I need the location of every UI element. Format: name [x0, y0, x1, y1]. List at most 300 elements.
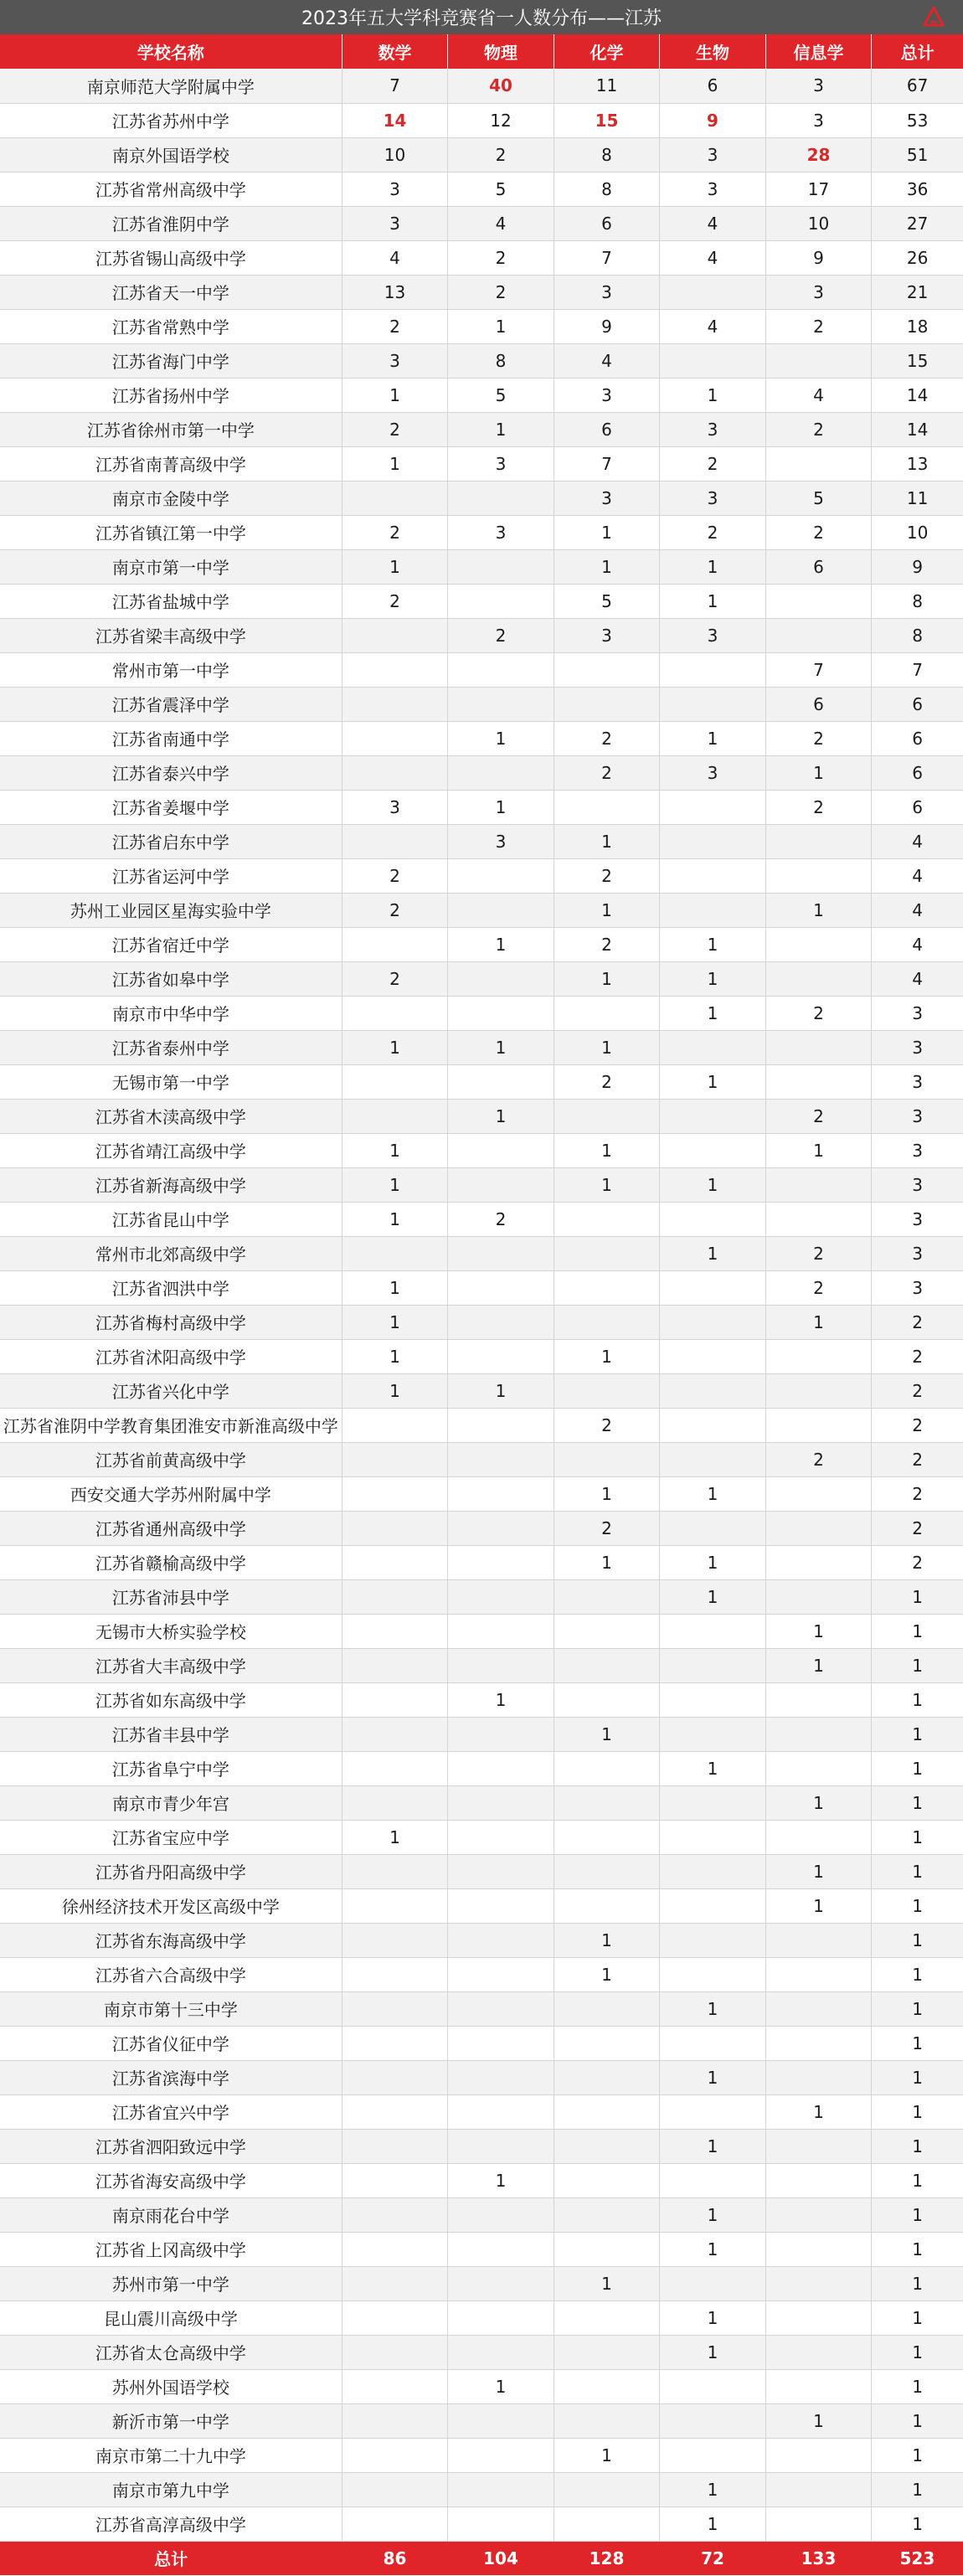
count-cell — [448, 2472, 554, 2506]
count-cell — [342, 824, 448, 858]
table-row — [0, 2197, 963, 2232]
count-cell — [554, 1991, 660, 2026]
table-row — [0, 309, 963, 343]
count-cell: 2 — [660, 515, 766, 549]
count-cell: 3 — [342, 343, 448, 378]
table-row — [0, 2472, 963, 2506]
count-cell: 2 — [554, 927, 660, 961]
table-row — [0, 2300, 963, 2335]
count-cell — [448, 1236, 554, 1270]
school-name-cell: 南京市中华中学 — [0, 996, 342, 1030]
count-cell — [660, 1682, 766, 1717]
count-cell: 7 — [554, 240, 660, 275]
count-cell: 5 — [448, 378, 554, 412]
count-cell: 2 — [872, 1442, 963, 1476]
count-cell: 1 — [342, 1820, 448, 1854]
count-cell: 3 — [448, 824, 554, 858]
school-name-cell: 江苏省锡山高级中学 — [0, 240, 342, 275]
count-cell: 1 — [872, 1648, 963, 1682]
table-row — [0, 2438, 963, 2472]
count-cell: 2 — [342, 893, 448, 927]
school-name-cell: 江苏省南菁高级中学 — [0, 446, 342, 481]
count-cell: 1 — [448, 721, 554, 755]
count-cell: 1 — [660, 584, 766, 618]
count-cell — [554, 2163, 660, 2197]
count-cell — [342, 1751, 448, 1785]
table-row — [0, 1923, 963, 1957]
count-cell — [342, 2197, 448, 2232]
count-cell: 1 — [765, 755, 872, 790]
count-cell — [660, 1373, 766, 1408]
count-cell: 8 — [554, 137, 660, 172]
count-cell: 1 — [342, 1305, 448, 1339]
count-cell: 2 — [765, 1442, 872, 1476]
count-cell: 5 — [554, 584, 660, 618]
count-cell — [448, 2197, 554, 2232]
count-cell: 4 — [872, 893, 963, 927]
table-row — [0, 1442, 963, 1476]
count-cell — [342, 1682, 448, 1717]
count-cell — [765, 2300, 872, 2335]
count-cell — [660, 1717, 766, 1751]
table-row — [0, 1579, 963, 1614]
count-cell — [554, 790, 660, 824]
count-cell: 1 — [660, 961, 766, 996]
count-cell: 4 — [342, 240, 448, 275]
count-cell — [554, 2472, 660, 2506]
count-cell — [660, 2403, 766, 2438]
count-cell — [342, 1614, 448, 1648]
count-cell — [554, 2026, 660, 2060]
count-cell: 6 — [872, 755, 963, 790]
count-cell: 27 — [872, 206, 963, 240]
column-header: 数学 — [342, 34, 448, 69]
count-cell — [448, 1442, 554, 1476]
table-row — [0, 2129, 963, 2163]
count-cell: 2 — [342, 515, 448, 549]
count-cell: 4 — [660, 206, 766, 240]
count-cell — [660, 1614, 766, 1648]
count-cell: 51 — [872, 137, 963, 172]
school-name-cell: 江苏省滨海中学 — [0, 2060, 342, 2094]
count-cell — [448, 961, 554, 996]
count-cell: 3 — [342, 790, 448, 824]
count-cell — [765, 1167, 872, 1202]
count-cell — [342, 1579, 448, 1614]
count-cell: 67 — [872, 69, 963, 103]
count-cell — [554, 1202, 660, 1236]
school-name-cell: 南京市金陵中学 — [0, 481, 342, 515]
table-row — [0, 378, 963, 412]
count-cell: 1 — [872, 1957, 963, 1991]
count-cell: 1 — [872, 1579, 963, 1614]
table-row — [0, 687, 963, 721]
count-cell: 4 — [660, 309, 766, 343]
school-name-cell: 江苏省前黄高级中学 — [0, 1442, 342, 1476]
count-cell: 2 — [342, 412, 448, 446]
count-cell — [660, 1923, 766, 1957]
count-cell: 2 — [872, 1373, 963, 1408]
count-cell — [342, 2403, 448, 2438]
school-name-cell: 江苏省海门中学 — [0, 343, 342, 378]
count-cell — [448, 1854, 554, 1888]
count-cell: 3 — [872, 1270, 963, 1305]
table-row — [0, 584, 963, 618]
count-cell: 1 — [872, 1785, 963, 1820]
school-name-cell: 南京市第九中学 — [0, 2472, 342, 2506]
count-cell — [342, 996, 448, 1030]
table-row — [0, 2335, 963, 2369]
school-name-cell: 苏州外国语学校 — [0, 2369, 342, 2403]
count-cell: 3 — [448, 515, 554, 549]
table-row — [0, 1991, 963, 2026]
count-cell — [342, 1957, 448, 1991]
school-name-cell: 江苏省东海高级中学 — [0, 1923, 342, 1957]
count-cell — [554, 1270, 660, 1305]
table-row — [0, 1167, 963, 1202]
count-cell — [660, 2438, 766, 2472]
count-cell: 1 — [554, 1167, 660, 1202]
count-cell: 1 — [765, 1305, 872, 1339]
table-row — [0, 1339, 963, 1373]
count-cell — [765, 2026, 872, 2060]
count-cell: 1 — [872, 2163, 963, 2197]
count-cell — [765, 1820, 872, 1854]
count-cell: 3 — [765, 275, 872, 309]
count-cell: 3 — [765, 103, 872, 137]
count-cell: 1 — [342, 1202, 448, 1236]
count-cell: 1 — [765, 1133, 872, 1167]
count-cell — [554, 2403, 660, 2438]
count-cell: 1 — [554, 2266, 660, 2300]
count-cell: 2 — [765, 412, 872, 446]
table-row — [0, 2232, 963, 2266]
count-cell — [660, 1511, 766, 1545]
count-cell: 13 — [872, 446, 963, 481]
count-cell — [448, 1785, 554, 1820]
school-name-cell: 南京外国语学校 — [0, 137, 342, 172]
count-cell: 1 — [660, 1751, 766, 1785]
count-cell: 1 — [872, 1751, 963, 1785]
count-cell: 1 — [872, 2472, 963, 2506]
count-cell — [660, 1785, 766, 1820]
count-cell — [342, 652, 448, 687]
total-cell: 133 — [801, 2548, 837, 2568]
count-cell: 1 — [660, 378, 766, 412]
count-cell: 3 — [660, 755, 766, 790]
count-cell — [448, 1648, 554, 1682]
count-cell: 8 — [554, 172, 660, 206]
count-cell: 1 — [872, 2403, 963, 2438]
count-cell: 1 — [872, 2094, 963, 2129]
count-cell — [448, 1064, 554, 1099]
school-name-cell: 江苏省上冈高级中学 — [0, 2232, 342, 2266]
count-cell — [765, 2197, 872, 2232]
count-cell — [342, 1236, 448, 1270]
count-cell: 3 — [660, 618, 766, 652]
count-cell: 7 — [872, 652, 963, 687]
table-row — [0, 1133, 963, 1167]
count-cell — [448, 2094, 554, 2129]
table-row — [0, 858, 963, 893]
count-cell — [342, 1408, 448, 1442]
count-cell: 8 — [448, 343, 554, 378]
school-name-cell: 江苏省大丰高级中学 — [0, 1648, 342, 1682]
table-row — [0, 343, 963, 378]
table-body — [0, 69, 963, 2541]
count-cell: 1 — [342, 1270, 448, 1305]
school-name-cell: 江苏省姜堰中学 — [0, 790, 342, 824]
count-cell: 5 — [765, 481, 872, 515]
table-row — [0, 2369, 963, 2403]
count-cell — [554, 1854, 660, 1888]
count-cell — [448, 1167, 554, 1202]
school-name-cell: 南京市青少年宫 — [0, 1785, 342, 1820]
count-cell — [448, 1408, 554, 1442]
count-cell — [342, 2369, 448, 2403]
school-name-cell: 江苏省泗洪中学 — [0, 1270, 342, 1305]
count-cell — [765, 1030, 872, 1064]
count-cell — [342, 2472, 448, 2506]
school-name-cell: 昆山震川高级中学 — [0, 2300, 342, 2335]
count-cell: 1 — [660, 1236, 766, 1270]
count-cell: 3 — [554, 378, 660, 412]
count-cell — [342, 687, 448, 721]
count-cell — [660, 1854, 766, 1888]
count-cell — [554, 996, 660, 1030]
column-header: 总计 — [900, 43, 935, 63]
count-cell — [765, 961, 872, 996]
count-cell: 2 — [765, 1099, 872, 1133]
school-name-cell: 江苏省如皋中学 — [0, 961, 342, 996]
count-cell — [660, 2369, 766, 2403]
count-cell: 6 — [660, 69, 766, 103]
table-row — [0, 1751, 963, 1785]
table-row — [0, 1682, 963, 1717]
count-cell — [660, 652, 766, 687]
count-cell — [554, 1099, 660, 1133]
count-cell — [660, 1648, 766, 1682]
table-row — [0, 1785, 963, 1820]
count-cell — [342, 1923, 448, 1957]
count-cell — [342, 927, 448, 961]
school-name-cell: 江苏省天一中学 — [0, 275, 342, 309]
count-cell — [765, 2060, 872, 2094]
count-cell — [554, 2300, 660, 2335]
count-cell — [448, 1305, 554, 1339]
count-cell — [660, 1305, 766, 1339]
count-cell — [448, 481, 554, 515]
count-cell: 1 — [342, 1373, 448, 1408]
count-cell: 2 — [765, 515, 872, 549]
table-row — [0, 1854, 963, 1888]
count-cell: 1 — [660, 721, 766, 755]
count-cell: 1 — [765, 2094, 872, 2129]
table-row — [0, 618, 963, 652]
count-cell: 40 — [448, 69, 554, 103]
count-cell — [660, 1820, 766, 1854]
count-cell: 2 — [448, 240, 554, 275]
title-bar — [0, 0, 963, 34]
school-name-cell: 江苏省泗阳致远中学 — [0, 2129, 342, 2163]
table-row — [0, 1236, 963, 1270]
count-cell: 14 — [872, 378, 963, 412]
total-cell: 523 — [899, 2548, 935, 2568]
table-row — [0, 2403, 963, 2438]
count-cell — [660, 1442, 766, 1476]
count-cell — [342, 2060, 448, 2094]
count-cell — [765, 618, 872, 652]
count-cell — [448, 1476, 554, 1511]
column-header: 物理 — [448, 34, 554, 69]
count-cell: 1 — [554, 2438, 660, 2472]
count-cell — [660, 824, 766, 858]
school-name-cell: 江苏省淮阴中学教育集团淮安市新淮高级中学 — [0, 1408, 342, 1442]
count-cell — [342, 481, 448, 515]
count-cell — [448, 2129, 554, 2163]
count-cell: 2 — [448, 275, 554, 309]
count-cell: 1 — [872, 2129, 963, 2163]
count-cell: 1 — [872, 2060, 963, 2094]
count-cell: 6 — [554, 206, 660, 240]
count-cell: 1 — [342, 549, 448, 584]
total-cell: 104 — [483, 2548, 518, 2568]
count-cell — [448, 2060, 554, 2094]
table-row — [0, 206, 963, 240]
table-row — [0, 275, 963, 309]
table-row — [0, 652, 963, 687]
count-cell: 1 — [342, 1133, 448, 1167]
count-cell: 6 — [765, 687, 872, 721]
count-cell: 1 — [660, 996, 766, 1030]
count-cell: 4 — [660, 240, 766, 275]
count-cell: 1 — [554, 1957, 660, 1991]
table-row — [0, 1202, 963, 1236]
count-cell — [342, 1442, 448, 1476]
count-cell: 1 — [872, 2506, 963, 2541]
count-cell — [660, 275, 766, 309]
count-cell — [448, 1339, 554, 1373]
table-row — [0, 2506, 963, 2541]
school-name-cell: 江苏省沭阳高级中学 — [0, 1339, 342, 1373]
count-cell — [448, 1888, 554, 1923]
table-row — [0, 446, 963, 481]
count-cell — [342, 2300, 448, 2335]
count-cell — [554, 1579, 660, 1614]
school-name-cell: 江苏省新海高级中学 — [0, 1167, 342, 1202]
count-cell: 1 — [554, 961, 660, 996]
count-cell — [342, 1785, 448, 1820]
count-cell — [342, 1888, 448, 1923]
count-cell: 1 — [342, 378, 448, 412]
school-name-cell: 江苏省泰州中学 — [0, 1030, 342, 1064]
count-cell: 1 — [448, 1682, 554, 1717]
count-cell — [554, 1820, 660, 1854]
school-name-cell: 江苏省六合高级中学 — [0, 1957, 342, 1991]
table-row — [0, 961, 963, 996]
count-cell: 3 — [660, 481, 766, 515]
count-cell: 1 — [765, 2403, 872, 2438]
table-row — [0, 1957, 963, 1991]
count-cell — [765, 2163, 872, 2197]
count-cell: 14 — [342, 103, 448, 137]
count-cell: 3 — [872, 996, 963, 1030]
school-name-cell: 江苏省沛县中学 — [0, 1579, 342, 1614]
count-cell — [765, 1923, 872, 1957]
count-cell: 2 — [342, 584, 448, 618]
count-cell — [660, 1957, 766, 1991]
school-name-cell: 江苏省通州高级中学 — [0, 1511, 342, 1545]
count-cell: 1 — [448, 1030, 554, 1064]
count-cell — [448, 996, 554, 1030]
count-cell: 1 — [660, 2129, 766, 2163]
total-row — [0, 2541, 963, 2575]
count-cell: 3 — [872, 1167, 963, 1202]
count-cell: 2 — [765, 1270, 872, 1305]
table-row — [0, 172, 963, 206]
table-row — [0, 1511, 963, 1545]
count-cell: 10 — [342, 137, 448, 172]
count-cell — [342, 2438, 448, 2472]
school-name-cell: 江苏省仪征中学 — [0, 2026, 342, 2060]
count-cell: 9 — [765, 240, 872, 275]
count-cell: 1 — [448, 790, 554, 824]
count-cell — [448, 1511, 554, 1545]
count-cell: 1 — [448, 309, 554, 343]
count-cell: 2 — [554, 1408, 660, 1442]
count-cell: 2 — [342, 961, 448, 996]
count-cell: 2 — [342, 858, 448, 893]
count-cell — [554, 2369, 660, 2403]
count-cell: 1 — [448, 412, 554, 446]
count-cell: 21 — [872, 275, 963, 309]
count-cell: 1 — [872, 1991, 963, 2026]
count-cell — [448, 652, 554, 687]
count-cell — [765, 2129, 872, 2163]
count-cell — [554, 1305, 660, 1339]
count-cell: 1 — [660, 1991, 766, 2026]
school-name-cell: 江苏省宜兴中学 — [0, 2094, 342, 2129]
count-cell — [448, 1545, 554, 1579]
school-name-cell: 江苏省常熟中学 — [0, 309, 342, 343]
table-row — [0, 1820, 963, 1854]
count-cell — [765, 1476, 872, 1511]
count-cell: 1 — [660, 2197, 766, 2232]
count-cell: 3 — [660, 412, 766, 446]
count-cell: 1 — [554, 1545, 660, 1579]
count-cell: 1 — [872, 2197, 963, 2232]
count-cell — [448, 2403, 554, 2438]
total-cell: 86 — [383, 2548, 407, 2568]
count-cell: 4 — [448, 206, 554, 240]
count-cell: 3 — [872, 1133, 963, 1167]
count-cell — [448, 755, 554, 790]
count-cell — [342, 618, 448, 652]
count-cell — [448, 2300, 554, 2335]
school-name-cell: 新沂市第一中学 — [0, 2403, 342, 2438]
count-cell: 53 — [872, 103, 963, 137]
school-name-cell: 江苏省震泽中学 — [0, 687, 342, 721]
count-cell: 8 — [872, 618, 963, 652]
count-cell — [342, 1064, 448, 1099]
count-cell — [448, 1614, 554, 1648]
count-cell — [448, 1133, 554, 1167]
count-cell: 10 — [872, 515, 963, 549]
table-row — [0, 893, 963, 927]
count-cell: 1 — [872, 2438, 963, 2472]
count-cell: 9 — [660, 103, 766, 137]
count-cell — [660, 2094, 766, 2129]
